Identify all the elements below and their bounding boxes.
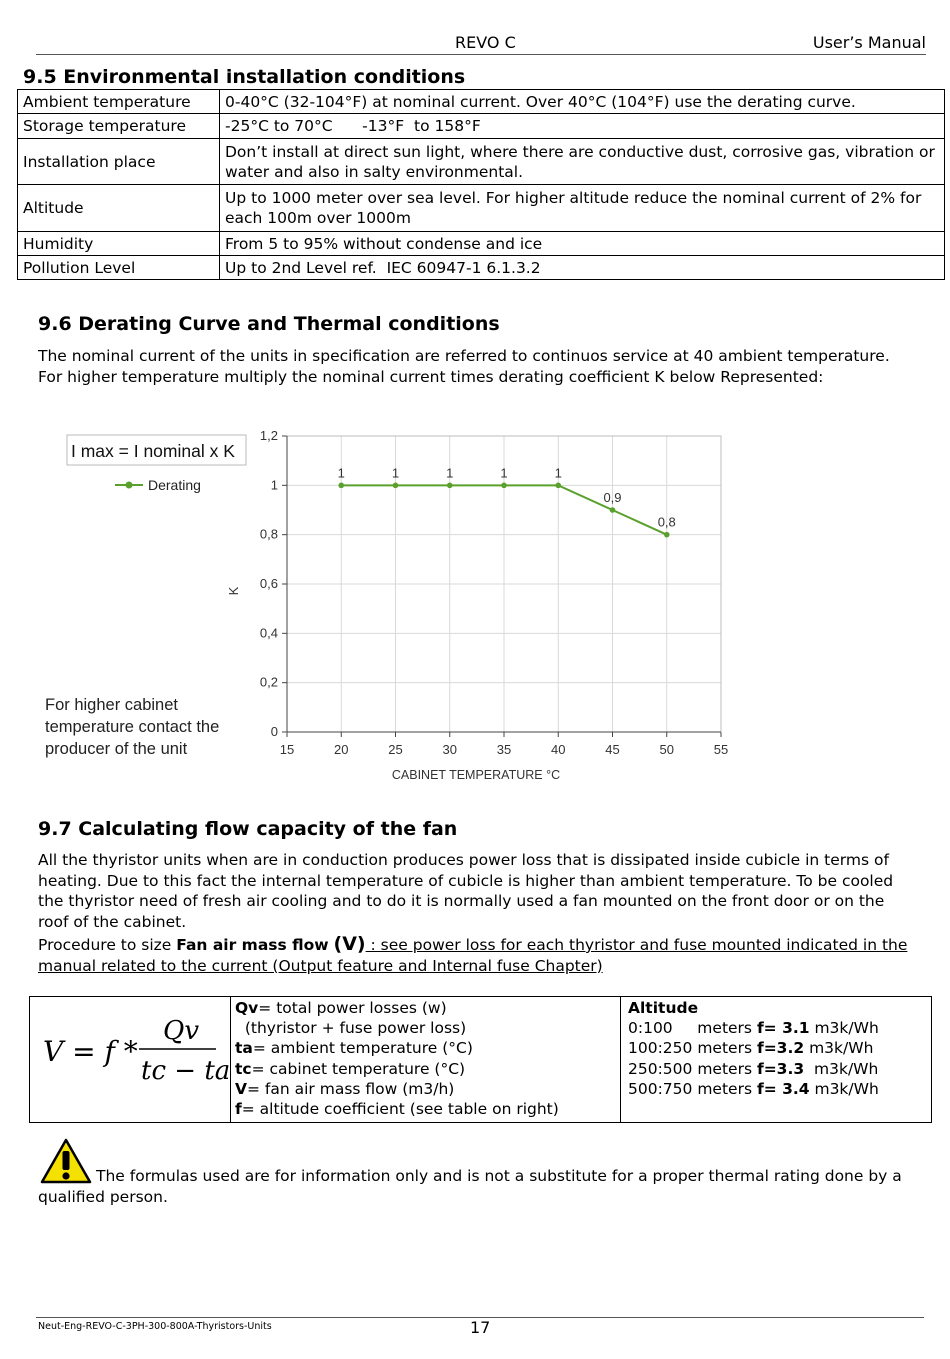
def-symbol: tc <box>235 1059 252 1078</box>
formula-denominator: tc − ta <box>141 1056 230 1086</box>
def-line <box>235 1099 616 1119</box>
altitude-table <box>621 997 932 1123</box>
x-tick-label: 35 <box>496 742 512 757</box>
table-cell-value: Don’t install at direct sun light, where there are conductive dust, corrosive gas, vibration or water and also in salty environmental. <box>220 139 945 185</box>
section-9-7-text: All the thyristor units when are in conduction produces power loss that is dissipated inside cubicle in terms of heating. Due to this fact the internal temperature of cubicle is higher than ambient temperature. To be cooled the thyristor need of fresh air cooling and to do it is normally used a fan mounted on the front door or on the roof of the cabinet. <box>38 851 894 931</box>
altitude-range: 500:750 meters <box>628 1079 757 1098</box>
section-9-7-title: 9.7 Calculating flow capacity of the fan <box>38 818 458 840</box>
table-row <box>18 232 945 256</box>
table-row <box>18 90 945 114</box>
x-tick-label: 50 <box>659 742 674 757</box>
procedure-prefix: Procedure to size <box>38 936 177 954</box>
formula-cell <box>30 997 231 1123</box>
procedure-reference: : see power loss for each thyristor and fuse mounted indicated in the manual related to the current (Output feature and Internal fuse Chapter) <box>38 936 908 975</box>
legend-marker <box>126 482 133 489</box>
chart-axes <box>260 428 728 757</box>
data-point <box>393 483 399 489</box>
table-row <box>18 256 945 280</box>
header-manual-label: User’s Manual <box>812 33 926 52</box>
altitude-row <box>628 1079 927 1099</box>
altitude-range: 0:100 meters <box>628 1019 757 1038</box>
def-text: = cabinet temperature (°C) <box>251 1059 466 1078</box>
data-point <box>501 483 507 489</box>
table-cell-value: Up to 1000 meter over sea level. For higher altitude reduce the nominal current of 2% for each 100m over 1000m <box>220 185 945 232</box>
table-row <box>18 114 945 139</box>
def-text: = ambient temperature (°C) <box>252 1039 473 1058</box>
def-line <box>235 1018 616 1038</box>
environment-table <box>17 89 945 280</box>
y-tick-label: 0,4 <box>259 625 278 641</box>
data-point <box>555 483 561 489</box>
def-symbol: f <box>235 1100 242 1119</box>
x-tick-label: 20 <box>334 742 349 757</box>
altitude-coefficient: f= 3.1 <box>756 1019 810 1038</box>
altitude-range: 100:250 meters <box>628 1039 757 1058</box>
formula-table <box>29 996 932 1123</box>
chart-series <box>338 465 676 537</box>
header-title: REVO C <box>455 33 516 52</box>
altitude-coefficient: f= 3.4 <box>756 1079 810 1098</box>
y-tick-label: 1,2 <box>259 428 278 443</box>
formula-definitions <box>231 997 621 1123</box>
y-tick-label: 0,2 <box>259 674 278 690</box>
x-tick-label: 55 <box>713 742 729 757</box>
data-label: 0,8 <box>657 514 676 530</box>
def-symbol: V <box>235 1079 247 1098</box>
altitude-unit: m3k/Wh <box>804 1059 879 1078</box>
altitude-coefficient: f=3.3 <box>756 1059 805 1078</box>
table-row <box>30 997 932 1123</box>
fan-formula <box>30 997 230 1117</box>
y-tick-label: 0 <box>270 724 278 739</box>
x-tick-label: 40 <box>551 742 566 757</box>
def-text: = total power losses (w) <box>258 999 447 1017</box>
table-cell-value: From 5 to 95% without condense and ice <box>220 232 945 256</box>
table-cell-key: Pollution Level <box>18 256 220 280</box>
x-tick-label: 25 <box>388 742 403 757</box>
chart-title: I max = I nominal x K <box>71 441 235 461</box>
table-cell-key: Storage temperature <box>18 114 220 139</box>
def-text: = fan air mass flow (m3/h) <box>247 1079 455 1098</box>
x-tick-label: 15 <box>279 742 295 757</box>
def-text: = altitude coefficient (see table on right) <box>241 1100 559 1119</box>
legend-label: Derating <box>148 477 201 493</box>
data-point <box>664 532 670 538</box>
y-tick-label: 0,6 <box>259 576 278 591</box>
data-label: 1 <box>500 465 508 481</box>
table-cell-value: 0-40°C (32-104°F) at nominal current. Over 40°C (104°F) use the derating curve. <box>220 90 945 114</box>
procedure-bold: Fan air mass flow <box>176 936 329 954</box>
table-cell-key: Ambient temperature <box>18 90 220 114</box>
altitude-row <box>628 1038 927 1058</box>
formula-lhs: V = f * <box>43 1035 138 1068</box>
section-9-6-title: 9.6 Derating Curve and Thermal conditions <box>38 313 500 335</box>
fan-procedure-text <box>38 934 918 976</box>
def-line <box>235 1059 616 1079</box>
def-symbol: Qv <box>235 999 259 1017</box>
y-tick-label: 0,8 <box>259 526 278 542</box>
table-cell-key: Altitude <box>18 185 220 232</box>
chart-x-axis-label: CABINET TEMPERATURE °C <box>391 768 561 782</box>
altitude-unit: m3k/Wh <box>809 1019 879 1038</box>
page-number: 17 <box>470 1318 491 1337</box>
formula-numerator: Qv <box>163 1016 200 1046</box>
data-label: 1 <box>554 465 562 481</box>
footer-doc-code: Neut-Eng-REVO-C-3PH-300-800A-Thyristors-Units <box>38 1321 272 1332</box>
x-tick-label: 30 <box>442 742 457 757</box>
altitude-title: Altitude <box>628 999 699 1017</box>
table-cell-key: Installation place <box>18 139 220 185</box>
chart-grid <box>287 436 721 732</box>
def-line <box>235 998 616 1018</box>
section-9-5-title: 9.5 Environmental installation conditions <box>23 66 466 88</box>
table-cell-key: Humidity <box>18 232 220 256</box>
data-label: 1 <box>446 465 454 481</box>
data-point <box>610 507 616 513</box>
altitude-range: 250:500 meters <box>628 1059 757 1078</box>
altitude-row <box>628 1018 927 1038</box>
warning-text: The formulas used are for information only and is not a substitute for a proper thermal rating done by a qualified person. <box>38 1167 902 1206</box>
data-label: 1 <box>337 465 345 481</box>
table-row <box>18 185 945 232</box>
def-text: (thyristor + fuse power loss) <box>235 1019 467 1038</box>
section-9-6-text: The nominal current of the units in specification are referred to continuos service at 40 ambient temperature. For higher temperature multiply the nominal current times derating coefficient K below Represented: <box>38 347 890 386</box>
procedure-v-symbol: (V) <box>333 933 366 955</box>
data-point <box>338 483 344 489</box>
table-cell-value: -25°C to 70°C -13°F to 158°F <box>220 114 945 139</box>
data-label: 1 <box>391 465 400 481</box>
def-symbol: ta <box>235 1039 253 1058</box>
data-label: 0,9 <box>603 490 622 505</box>
x-tick-label: 45 <box>605 742 620 757</box>
chart-side-note: For higher cabinet temperature contact the producer of the unit <box>45 696 220 758</box>
altitude-unit: m3k/Wh <box>804 1039 874 1058</box>
data-point <box>447 483 453 489</box>
header-divider <box>36 54 926 55</box>
chart-y-axis-label: K <box>226 586 241 596</box>
altitude-unit: m3k/Wh <box>809 1079 879 1098</box>
y-tick-label: 1 <box>270 477 278 493</box>
def-line <box>235 1038 616 1058</box>
altitude-row <box>628 1059 927 1079</box>
def-line <box>235 1079 616 1099</box>
altitude-coefficient: f=3.2 <box>756 1039 805 1058</box>
table-cell-value: Up to 2nd Level ref. IEC 60947-1 6.1.3.2 <box>220 256 945 280</box>
table-row <box>18 139 945 185</box>
